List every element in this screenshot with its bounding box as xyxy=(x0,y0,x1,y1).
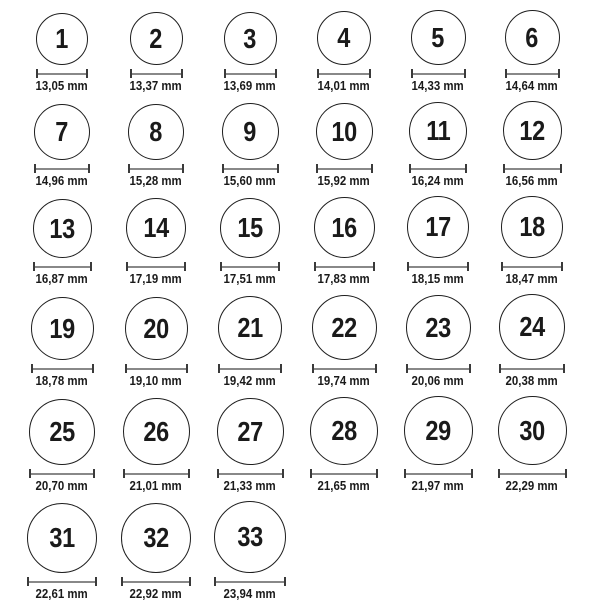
ring-size-cell xyxy=(15,399,109,493)
ring-size-row xyxy=(15,10,600,93)
diameter-measure-line xyxy=(34,164,90,173)
diameter-measure-line xyxy=(505,69,560,78)
ring-size-number: 7 xyxy=(55,116,69,147)
ring-circle xyxy=(123,398,190,465)
ring-size-cell xyxy=(109,104,203,188)
ring-size-row xyxy=(15,101,600,188)
ring-size-number: 4 xyxy=(337,22,351,53)
ring-size-number: 19 xyxy=(49,312,75,344)
ring-size-cell xyxy=(203,103,297,188)
ring-size-number: 14 xyxy=(143,212,169,243)
diameter-measure-line xyxy=(126,262,186,271)
ring-size-cell xyxy=(15,104,109,188)
ring-size-cell xyxy=(15,297,109,388)
ring-size-number: 29 xyxy=(425,414,451,446)
diameter-measure-line xyxy=(407,262,469,271)
ring-size-cell xyxy=(109,503,203,601)
ring-circle xyxy=(317,11,371,65)
ring-circle xyxy=(214,501,286,573)
diameter-label: 13,05 mm xyxy=(35,78,89,93)
ring-circle xyxy=(33,199,92,258)
diameter-measure-line xyxy=(222,164,279,173)
ring-size-number: 12 xyxy=(519,114,545,146)
ring-size-number: 21 xyxy=(237,312,263,343)
ring-size-row xyxy=(15,501,600,601)
ring-size-number: 9 xyxy=(243,115,257,147)
ring-size-cell xyxy=(15,503,109,601)
diameter-label: 22,29 mm xyxy=(505,478,559,493)
diameter-label: 22,61 mm xyxy=(35,586,89,601)
ring-circle xyxy=(34,104,90,160)
diameter-label: 19,74 mm xyxy=(317,373,371,388)
ring-circle xyxy=(224,12,277,65)
diameter-label: 21,33 mm xyxy=(223,478,277,493)
ring-circle xyxy=(314,197,375,258)
diameter-measure-line xyxy=(503,164,562,173)
diameter-label: 13,37 mm xyxy=(129,78,183,93)
diameter-measure-line xyxy=(214,577,286,586)
ring-size-number: 33 xyxy=(237,521,263,552)
ring-size-number: 22 xyxy=(331,311,357,343)
diameter-measure-line xyxy=(501,262,563,271)
diameter-measure-line xyxy=(220,262,280,271)
diameter-measure-line xyxy=(406,364,471,373)
diameter-measure-line xyxy=(499,364,565,373)
diameter-measure-line xyxy=(36,69,88,78)
diameter-label: 20,06 mm xyxy=(411,373,465,388)
ring-circle xyxy=(498,396,567,465)
ring-circle xyxy=(407,196,469,258)
ring-circle xyxy=(499,294,565,360)
diameter-measure-line xyxy=(316,164,373,173)
ring-size-number: 23 xyxy=(425,311,451,343)
ring-circle xyxy=(125,297,188,360)
ring-circle xyxy=(130,12,183,65)
ring-size-number: 25 xyxy=(49,416,75,447)
diameter-measure-line xyxy=(310,469,378,478)
ring-size-number: 20 xyxy=(143,312,169,344)
ring-circle xyxy=(316,103,373,160)
ring-size-cell xyxy=(391,10,485,93)
ring-size-number: 11 xyxy=(425,115,451,146)
diameter-measure-line xyxy=(409,164,467,173)
diameter-label: 21,01 mm xyxy=(129,478,183,493)
ring-circle xyxy=(409,102,467,160)
ring-circle xyxy=(121,503,191,573)
ring-circle xyxy=(312,295,377,360)
diameter-measure-line xyxy=(218,364,282,373)
ring-size-number: 8 xyxy=(149,116,163,147)
ring-size-number: 16 xyxy=(331,211,357,243)
ring-circle xyxy=(406,295,471,360)
ring-size-row xyxy=(15,294,600,388)
ring-circle xyxy=(411,10,466,65)
diameter-label: 16,24 mm xyxy=(411,173,465,188)
ring-circle xyxy=(218,296,282,360)
diameter-label: 19,42 mm xyxy=(223,373,277,388)
ring-size-number: 5 xyxy=(431,21,445,53)
ring-size-cell xyxy=(391,196,485,286)
ring-size-cell xyxy=(15,13,109,93)
diameter-measure-line xyxy=(317,69,371,78)
diameter-label: 22,92 mm xyxy=(129,586,183,601)
ring-size-number: 10 xyxy=(331,115,357,147)
ring-size-cell xyxy=(485,10,579,93)
ring-size-number: 26 xyxy=(143,415,169,447)
diameter-label: 16,56 mm xyxy=(505,173,559,188)
ring-circle xyxy=(505,10,560,65)
ring-size-number: 6 xyxy=(525,21,539,53)
diameter-measure-line xyxy=(27,577,97,586)
diameter-measure-line xyxy=(125,364,188,373)
ring-size-number: 31 xyxy=(49,522,75,553)
diameter-label: 15,60 mm xyxy=(223,173,277,188)
diameter-label: 14,33 mm xyxy=(411,78,465,93)
ring-size-cell xyxy=(109,398,203,493)
ring-size-number: 24 xyxy=(519,311,545,342)
ring-circle xyxy=(27,503,97,573)
ring-size-cell xyxy=(109,12,203,93)
ring-circle xyxy=(310,397,378,465)
ring-size-cell xyxy=(203,398,297,493)
ring-circle xyxy=(222,103,279,160)
diameter-measure-line xyxy=(498,469,567,478)
ring-circle xyxy=(36,13,88,65)
ring-circle xyxy=(501,196,563,258)
ring-size-cell xyxy=(391,102,485,188)
diameter-label: 21,97 mm xyxy=(411,478,465,493)
ring-size-row xyxy=(15,396,600,493)
ring-size-cell xyxy=(297,295,391,388)
ring-circle xyxy=(217,398,284,465)
ring-size-cell xyxy=(203,501,297,601)
ring-size-cell xyxy=(297,11,391,93)
ring-size-cell xyxy=(391,295,485,388)
diameter-measure-line xyxy=(123,469,190,478)
diameter-measure-line xyxy=(130,69,183,78)
diameter-label: 17,19 mm xyxy=(129,271,183,286)
ring-size-cell xyxy=(485,294,579,388)
diameter-measure-line xyxy=(411,69,466,78)
ring-size-cell xyxy=(297,197,391,286)
ring-size-number: 27 xyxy=(237,415,263,447)
diameter-measure-line xyxy=(29,469,95,478)
diameter-measure-line xyxy=(314,262,375,271)
diameter-label: 20,70 mm xyxy=(35,478,89,493)
diameter-label: 16,87 mm xyxy=(35,271,89,286)
diameter-measure-line xyxy=(128,164,184,173)
ring-size-row xyxy=(15,196,600,286)
diameter-label: 15,92 mm xyxy=(317,173,371,188)
diameter-measure-line xyxy=(404,469,473,478)
diameter-label: 14,64 mm xyxy=(505,78,559,93)
ring-size-number: 17 xyxy=(425,211,451,242)
ring-circle xyxy=(220,198,280,258)
ring-size-cell xyxy=(297,103,391,188)
ring-size-cell xyxy=(109,297,203,388)
diameter-label: 17,83 mm xyxy=(317,271,371,286)
diameter-label: 14,96 mm xyxy=(35,173,89,188)
ring-size-number: 1 xyxy=(55,23,69,54)
ring-size-number: 32 xyxy=(143,522,169,553)
ring-circle xyxy=(128,104,184,160)
diameter-label: 15,28 mm xyxy=(129,173,183,188)
ring-circle xyxy=(31,297,94,360)
ring-size-cell xyxy=(485,396,579,493)
ring-circle xyxy=(404,396,473,465)
ring-size-cell xyxy=(297,397,391,493)
ring-size-cell xyxy=(485,101,579,188)
ring-size-cell xyxy=(203,296,297,388)
diameter-label: 17,51 mm xyxy=(223,271,277,286)
diameter-label: 23,94 mm xyxy=(223,586,277,601)
diameter-label: 14,01 mm xyxy=(317,78,371,93)
ring-size-number: 18 xyxy=(519,211,545,242)
ring-size-number: 15 xyxy=(237,212,263,243)
ring-size-number: 28 xyxy=(331,415,357,446)
diameter-measure-line xyxy=(121,577,191,586)
ring-size-cell xyxy=(203,12,297,93)
ring-size-cell xyxy=(109,198,203,286)
ring-size-number: 13 xyxy=(49,212,75,244)
diameter-measure-line xyxy=(312,364,377,373)
ring-circle xyxy=(29,399,95,465)
diameter-measure-line xyxy=(33,262,92,271)
ring-size-number: 2 xyxy=(149,22,163,54)
ring-circle xyxy=(126,198,186,258)
diameter-measure-line xyxy=(31,364,94,373)
diameter-label: 18,15 mm xyxy=(411,271,465,286)
diameter-label: 20,38 mm xyxy=(505,373,559,388)
ring-size-cell xyxy=(485,196,579,286)
diameter-label: 18,78 mm xyxy=(35,373,89,388)
ring-size-cell xyxy=(391,396,485,493)
diameter-measure-line xyxy=(217,469,284,478)
diameter-label: 18,47 mm xyxy=(505,271,559,286)
ring-circle xyxy=(503,101,562,160)
ring-size-number: 30 xyxy=(519,414,545,446)
ring-size-cell xyxy=(15,199,109,286)
diameter-label: 13,69 mm xyxy=(223,78,277,93)
ring-size-cell xyxy=(203,198,297,286)
diameter-label: 21,65 mm xyxy=(317,478,371,493)
ring-size-number: 3 xyxy=(243,22,257,54)
diameter-measure-line xyxy=(224,69,277,78)
diameter-label: 19,10 mm xyxy=(129,373,183,388)
